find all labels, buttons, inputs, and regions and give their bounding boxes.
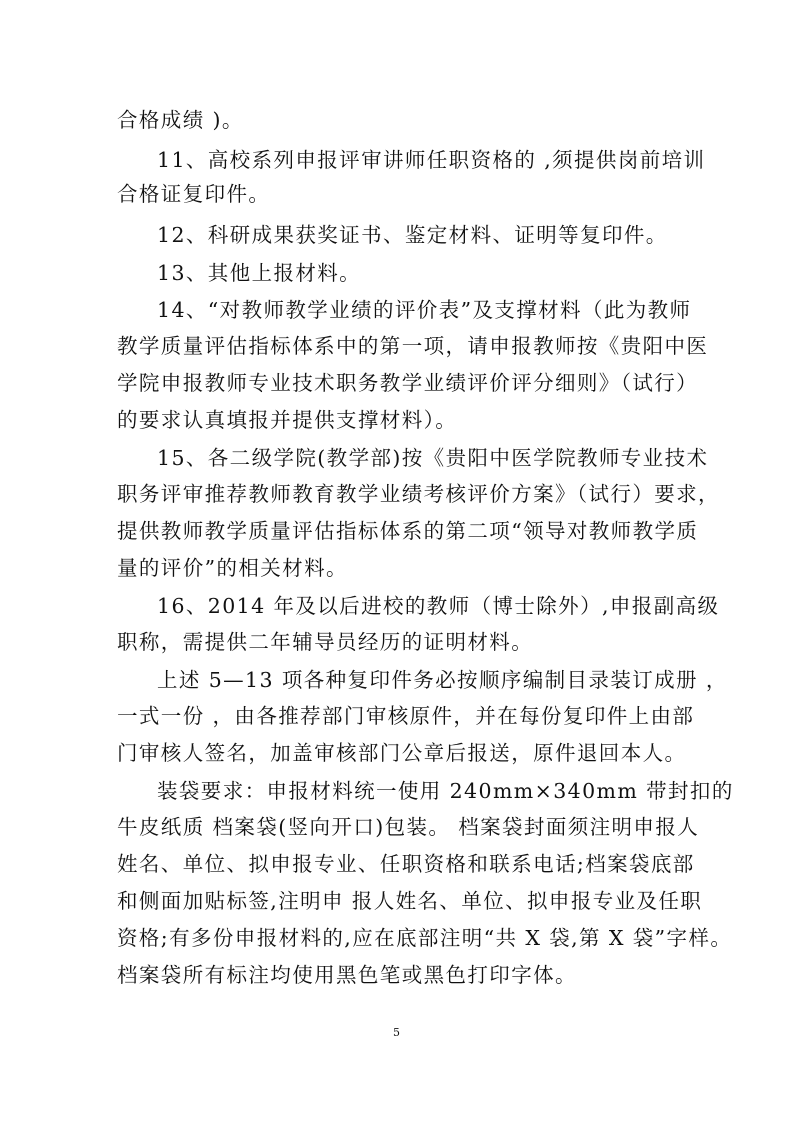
text-line: 13、其他上报材料。 [157,261,362,285]
text-line: 职务评审推荐教师教育教学业绩考核评价方案》（试行）要求， [117,482,720,506]
text-line: 门审核人签名，加盖审核部门公章后报送，原件退回本人。 [117,741,687,765]
text-line: 量的评价”的相关材料。 [117,556,348,580]
text-line: 12、科研成果获奖证书、鉴定材料、证明等复印件。 [157,223,668,247]
text-line: 15、各二级学院(教学部)按《贵阳中医学院教师专业技术 [157,446,709,470]
text-line: 职称，需提供二年辅导员经历的证明材料。 [117,630,534,654]
text-line: 提供教师教学质量评估指标体系的第二项“领导对教师教学质 [117,519,699,543]
text-line: 16、2014 年及以后进校的教师（博士除外）,申报副高级 [157,594,720,618]
text-line: 上述 5—13 项各种复印件务必按顺序编制目录装订成册 ， [157,668,728,692]
text-line: 装袋要求：申报材料统一使用 240mm×340mm 带封扣的 [157,779,734,803]
text-line: 和侧面加贴标签,注明申 报人姓名、单位、拟申报专业及任职 [117,889,703,913]
text-line: 一式一份 ，由各推荐部门审核原件，并在每份复印件上由部 [117,704,695,728]
text-line: 姓名、单位、拟申报专业、任职资格和联系电话;档案袋底部 [117,852,695,876]
text-line: 学院申报教师专业技术职务教学业绩评价评分细则》（试行） [117,371,699,395]
text-line: 11、高校系列申报评审讲师任职资格的 ,须提供岗前培训 [157,148,706,172]
text-line: 合格证复印件。 [117,182,271,206]
text-line: 档案袋所有标注均使用黑色笔或黑色打印字体。 [117,963,577,987]
page-number: 5 [393,1026,400,1039]
text-line: 牛皮纸质 档案袋(竖向开口)包装。 档案袋封面须注明申报人 [117,815,700,839]
text-line: 教学质量评估指标体系中的第一项，请申报教师按《贵阳中医 [117,334,709,358]
text-line: 14、“对教师教学业绩的评价表”及支撑材料（此为教师 [157,298,692,322]
text-line: 合格成绩 )。 [117,108,244,132]
text-line: 资格;有多份申报材料的,应在底部注明“共 X 袋,第 X 袋”字样。 [117,926,733,950]
text-line: 的要求认真填报并提供支撑材料）。 [117,408,458,432]
